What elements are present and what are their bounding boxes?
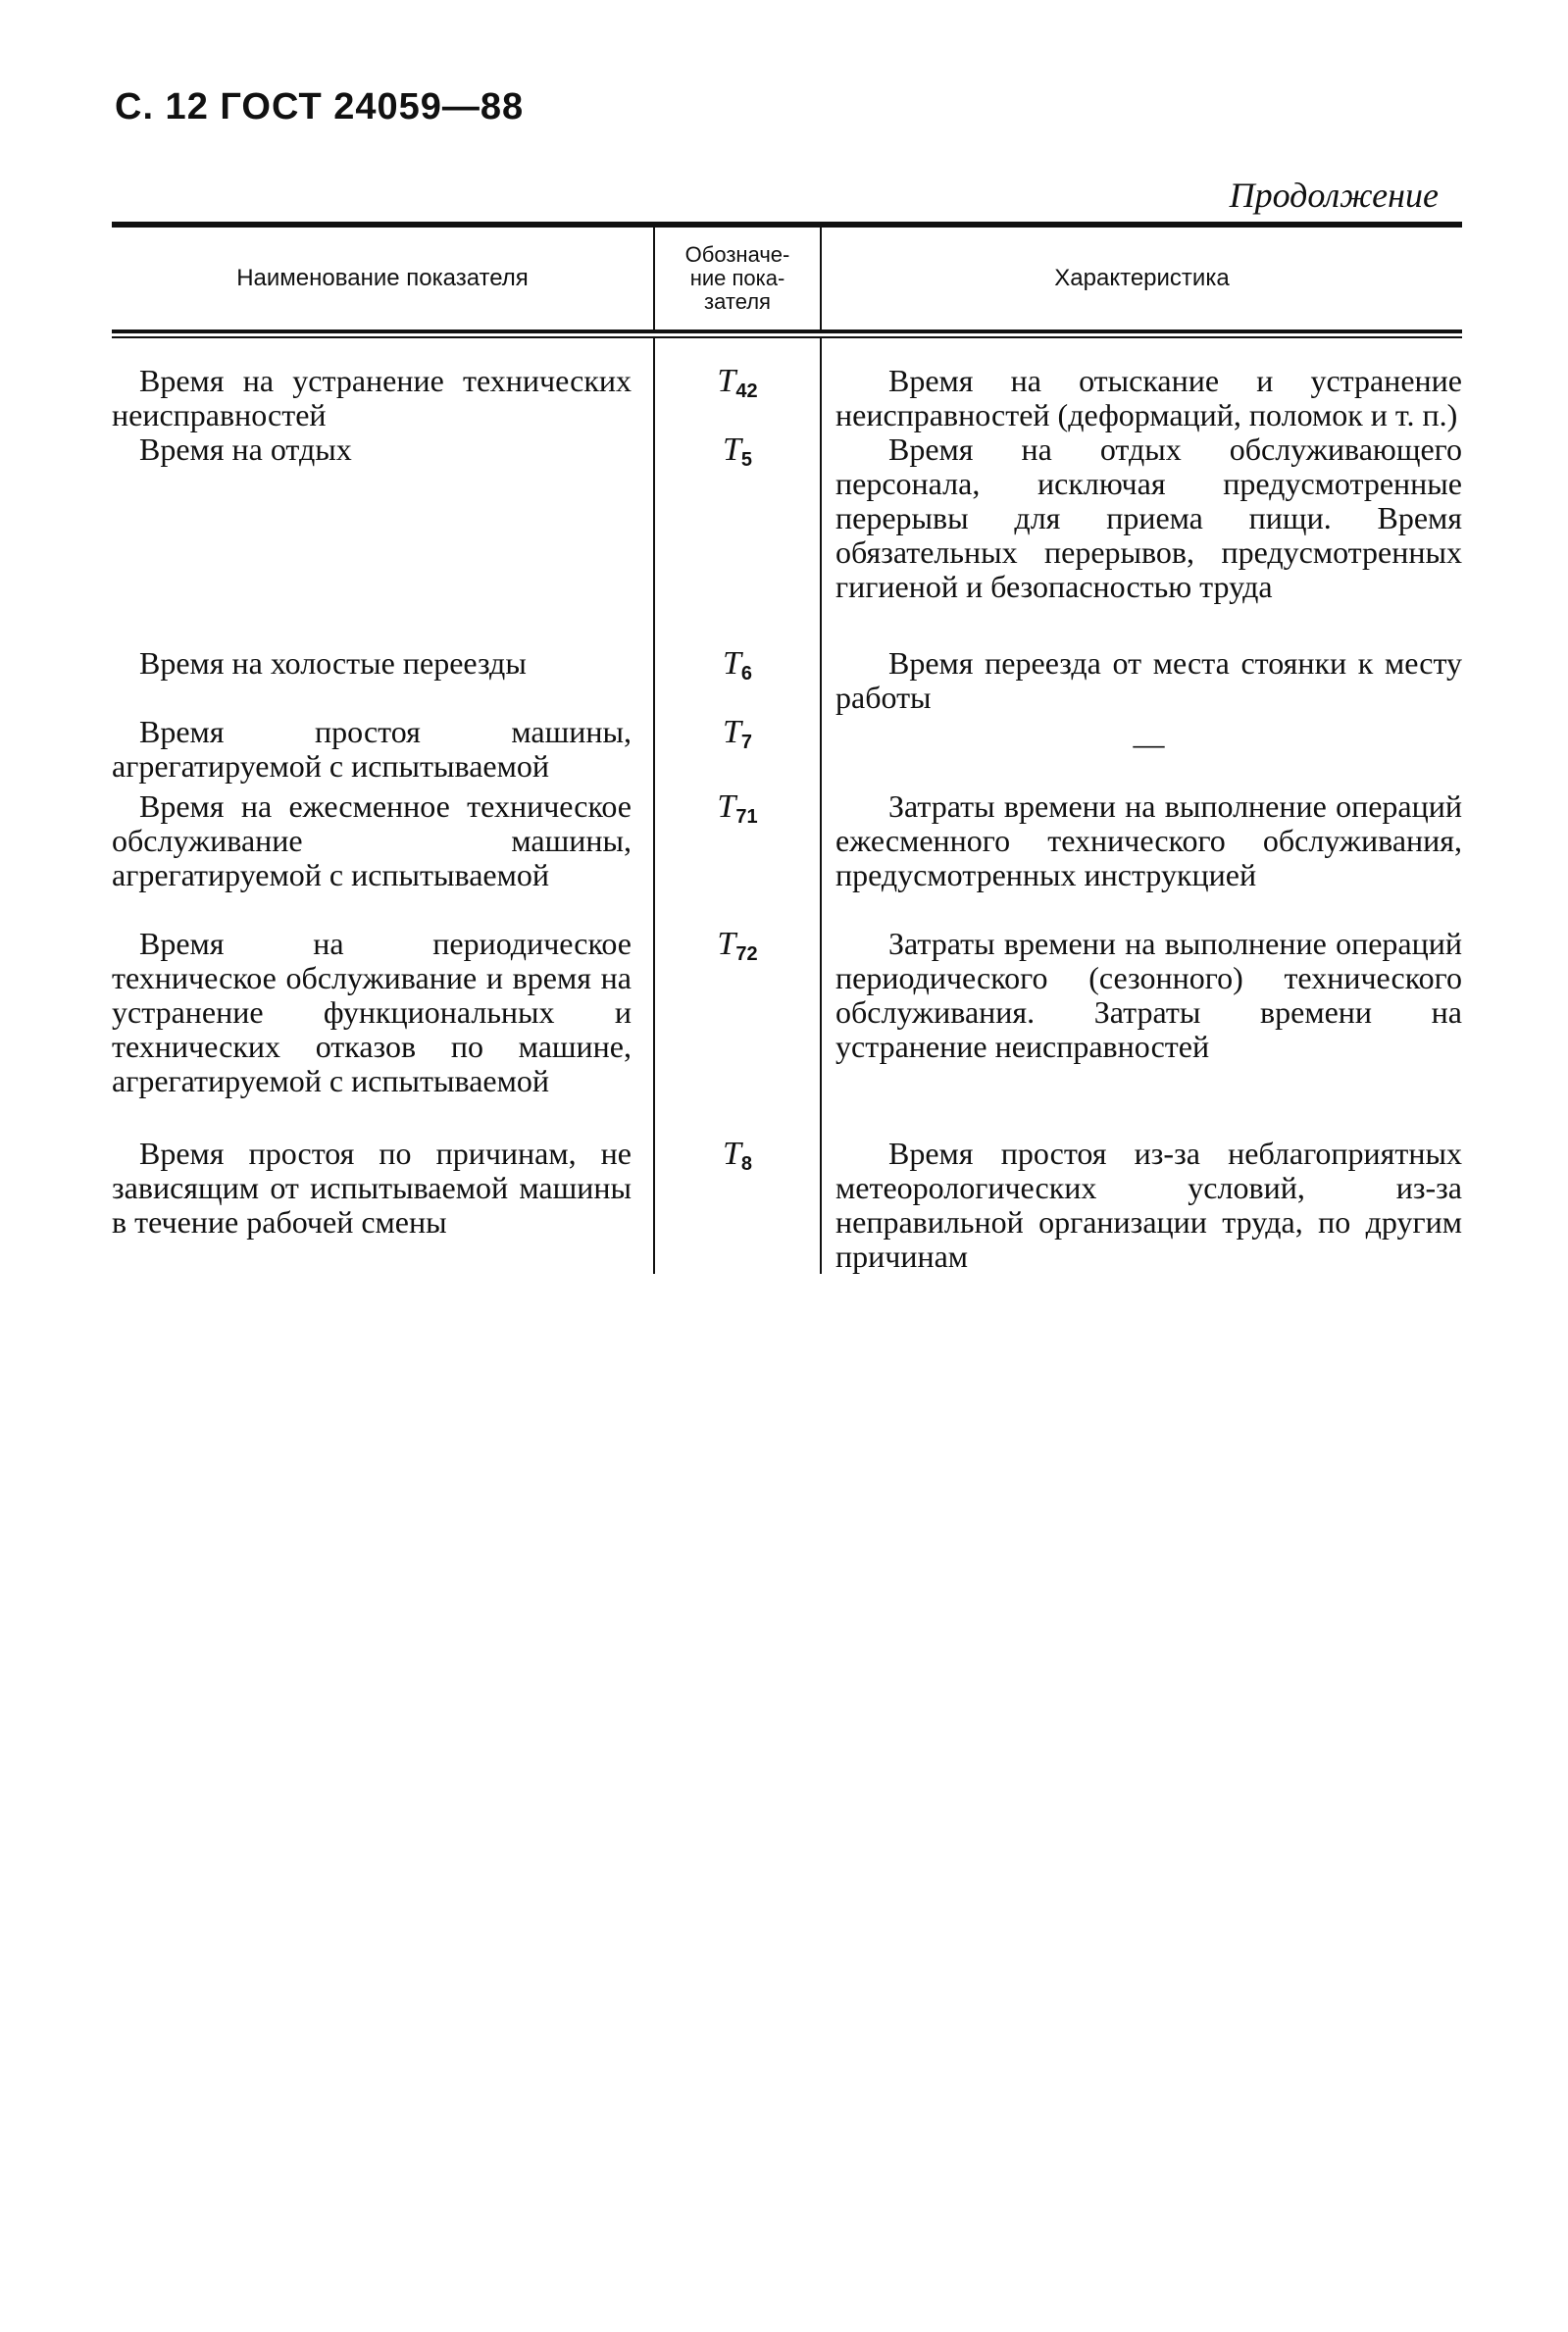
indicator-name: Время простоя по причинам, не зависящим от испытываемой машины в течение рабочей смены — [112, 1136, 632, 1240]
symbol-header-line: ние пока- — [689, 266, 785, 290]
column-header-symbol — [654, 228, 821, 330]
table-row — [112, 715, 1462, 789]
symbol-header-line: Обозначе- — [684, 242, 790, 267]
indicator-description: Время на отыскание и устранение неисправностей (деформаций, поломок и т. п.) — [835, 363, 1462, 432]
indicator-name: Время на периодическое техническое обслуживание и время на устранение функциональных и технических отказов по машине, агрегатируемой с испытываемой — [112, 926, 632, 1098]
indicator-name: Время на отдых — [139, 431, 352, 467]
column-header-description: Характеристика — [1054, 265, 1230, 291]
indicator-symbol: $T_{71}$ — [654, 789, 821, 927]
empty-dash: — — [1133, 726, 1165, 761]
symbol-header-line: зателя — [704, 289, 771, 314]
continuation-label: Продолжение — [1229, 176, 1439, 215]
indicator-symbol: $T_8$ — [654, 1133, 821, 1274]
table-row — [112, 432, 1462, 638]
indicator-symbol: $T_7$ — [654, 715, 821, 789]
indicator-name: Время на ежесменное техническое обслуживание машины, агрегатируемой с испытываемой — [112, 788, 632, 892]
indicator-name: Время простоя машины, агрегатируемой с испытываемой — [112, 714, 632, 784]
indicator-name: Время на холостые переезды — [139, 645, 527, 681]
table-header-row — [112, 228, 1462, 330]
indicator-description: Время простоя из-за неблагоприятных метеорологических условий, из-за неправильной организации труда, по другим причинам — [835, 1136, 1462, 1274]
indicator-description — [821, 715, 1462, 789]
indicator-symbol: $T_{42}$ — [654, 338, 821, 432]
indicator-symbol: $T_6$ — [654, 638, 821, 715]
table-row — [112, 338, 1462, 432]
table-row — [112, 638, 1462, 715]
column-header-name: Наименование показателя — [236, 265, 529, 291]
table-row — [112, 927, 1462, 1133]
indicator-description: Затраты времени на выполнение операций ежесменного технического обслуживания, предусмотренных инструкцией — [835, 788, 1462, 892]
indicator-description: Время переезда от места стоянки к месту работы — [835, 645, 1462, 715]
indicator-description: Затраты времени на выполнение операций периодического (сезонного) технического обслуживания. Затраты времени на устранение неисправностей — [835, 926, 1462, 1064]
indicator-symbol: $T_5$ — [654, 432, 821, 638]
table-row — [112, 789, 1462, 927]
indicator-name: Время на устранение технических неисправностей — [112, 363, 632, 432]
indicator-description: Время на отдых обслуживающего персонала, исключая предусмотренные перерывы для приема пищи. Время обязательных перерывов, предусмотренных гигиеной и безопасностью труда — [835, 431, 1462, 604]
indicator-symbol: $T_{72}$ — [654, 927, 821, 1133]
indicator-table — [112, 222, 1462, 1274]
page-header: С. 12 ГОСТ 24059—88 — [115, 86, 525, 127]
table-row — [112, 1133, 1462, 1274]
